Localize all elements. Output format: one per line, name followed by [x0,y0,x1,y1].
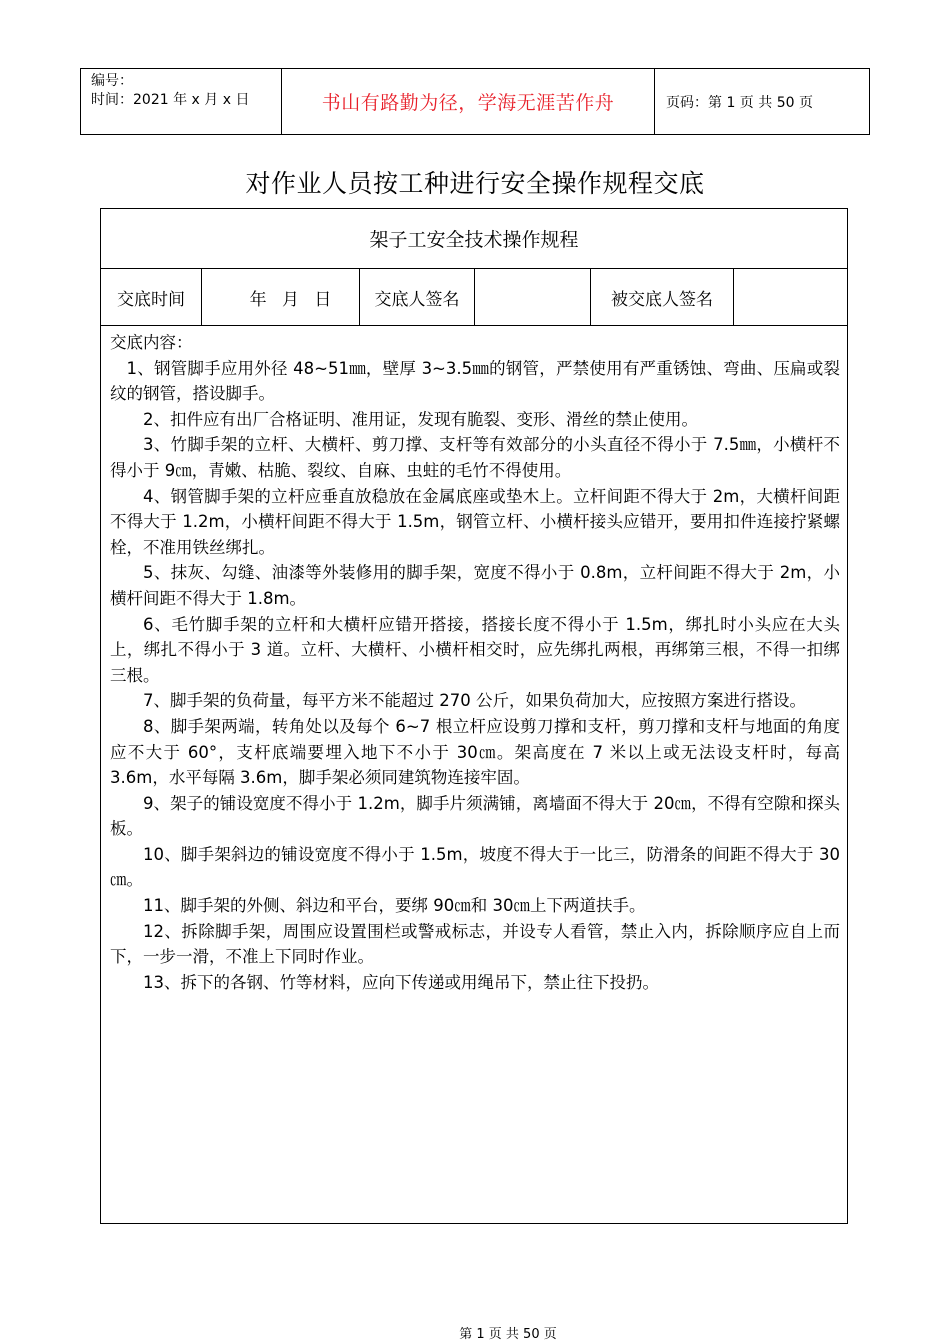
content-item: 9、架子的铺设宽度不得小于 1.2m，脚手片须满铺，离墙面不得大于 20㎝，不得有空隙和探头板。 [110,793,840,839]
content-item: 11、脚手架的外侧、斜边和平台，要绑 90㎝和 30㎝上下两道扶手。 [143,896,646,916]
document-title: 对作业人员按工种进行安全操作规程交底 [245,169,705,198]
number-label: 编号： [91,73,133,89]
header-box [80,68,870,135]
content-item: 7、脚手架的负荷量，每平方米不能超过 270 公斤，如果负荷加大，应按照方案进行搭设。 [143,691,806,711]
content-item: 5、抹灰、勾缝、油漆等外装修用的脚手架，宽度不得小于 0.8m，立杆间距不得大于 2m，小横杆间距不得大于 1.8m。 [110,563,840,608]
content-item: 3、竹脚手架的立杆、大横杆、剪刀撑、支杆等有效部分的小头直径不得小于 7.5㎜，小横杆不得小于 9㎝，青嫩、枯脆、裂纹、自麻、虫蛀的毛竹不得使用。 [110,435,840,480]
giver-signature-cell [475,269,591,325]
content-item: 8、脚手架两端，转角处以及每个 6~7 根立杆应设剪刀撑和支杆，剪刀撑和支杆与地面的角度应不大于 60°，支杆底端要埋入地下不小于 30㎝。架高度在 7 米以上或无法设支杆时，每高 3.6m，水平每隔 3.6m，脚手架必须同建筑物连接牢固。 [110,716,840,788]
header-page-code: 页码：第 1 页 共 50 页 [666,94,813,111]
content-item: 10、脚手架斜边的铺设宽度不得小于 1.5m，坡度不得大于一比三，防滑条的间距不得大于 30㎝。 [110,844,840,890]
main-table [100,208,848,1342]
info-row [101,269,847,326]
time-label-cell: 交底时间 [101,269,202,325]
content-item: 12、拆除脚手架，周围应设置围栏或警戒标志，并设专人看管，禁止入内，拆除顺序应自上而下，一步一滑，不准上下同时作业。 [110,921,840,967]
content-item: 4、钢管脚手架的立杆应垂直放稳放在金属底座或垫木上。立杆间距不得大于 2m，大横杆间距不得大于 1.2m，小横杆间距不得大于 1.5m，钢管立杆、小横杆接头应错开，要用扣件连接拧紧螺栓，不准用铁丝绑扎。 [110,486,840,557]
giver-label-cell: 交底人签名 [360,269,475,325]
header-motto: 书山有路勤为径，学海无涯苦作舟 [282,69,655,134]
receiver-signature-cell [734,269,847,325]
date-cell: 年 月 日 [202,269,360,325]
content-label: 交底内容： [110,333,193,352]
content-item: 1、钢管脚手应用外径 48~51㎜，壁厚 3~3.5㎜的钢管，严禁使用有严重锈蚀、弯曲、压扁或裂纹的钢管，搭设脚手。 [110,358,840,404]
content-item: 13、拆下的各钢、竹等材料，应向下传递或用绳吊下，禁止往下投扔。 [143,972,659,992]
header-meta [81,69,282,134]
time-label: 时间：2021 年 x 月 x 日 [91,92,250,108]
receiver-label-cell: 被交底人签名 [591,269,734,325]
content-body [110,330,840,995]
content-item: 6、毛竹脚手架的立杆和大横杆应错开搭接，搭接长度不得小于 1.5m，绑扎时小头应在大头上，绑扎不得小于 3 道。立杆、大横杆、小横杆相交时，应先绑扎两根，再绑第三根，不得一扣绑三根。 [110,614,840,685]
subtitle: 架子工安全技术操作规程 [101,209,847,269]
content-item: 2、扣件应有出厂合格证明、准用证，发现有脆裂、变形、滑丝的禁止使用。 [143,409,698,429]
page-number: 第 1 页 共 50 页 [459,1327,557,1342]
